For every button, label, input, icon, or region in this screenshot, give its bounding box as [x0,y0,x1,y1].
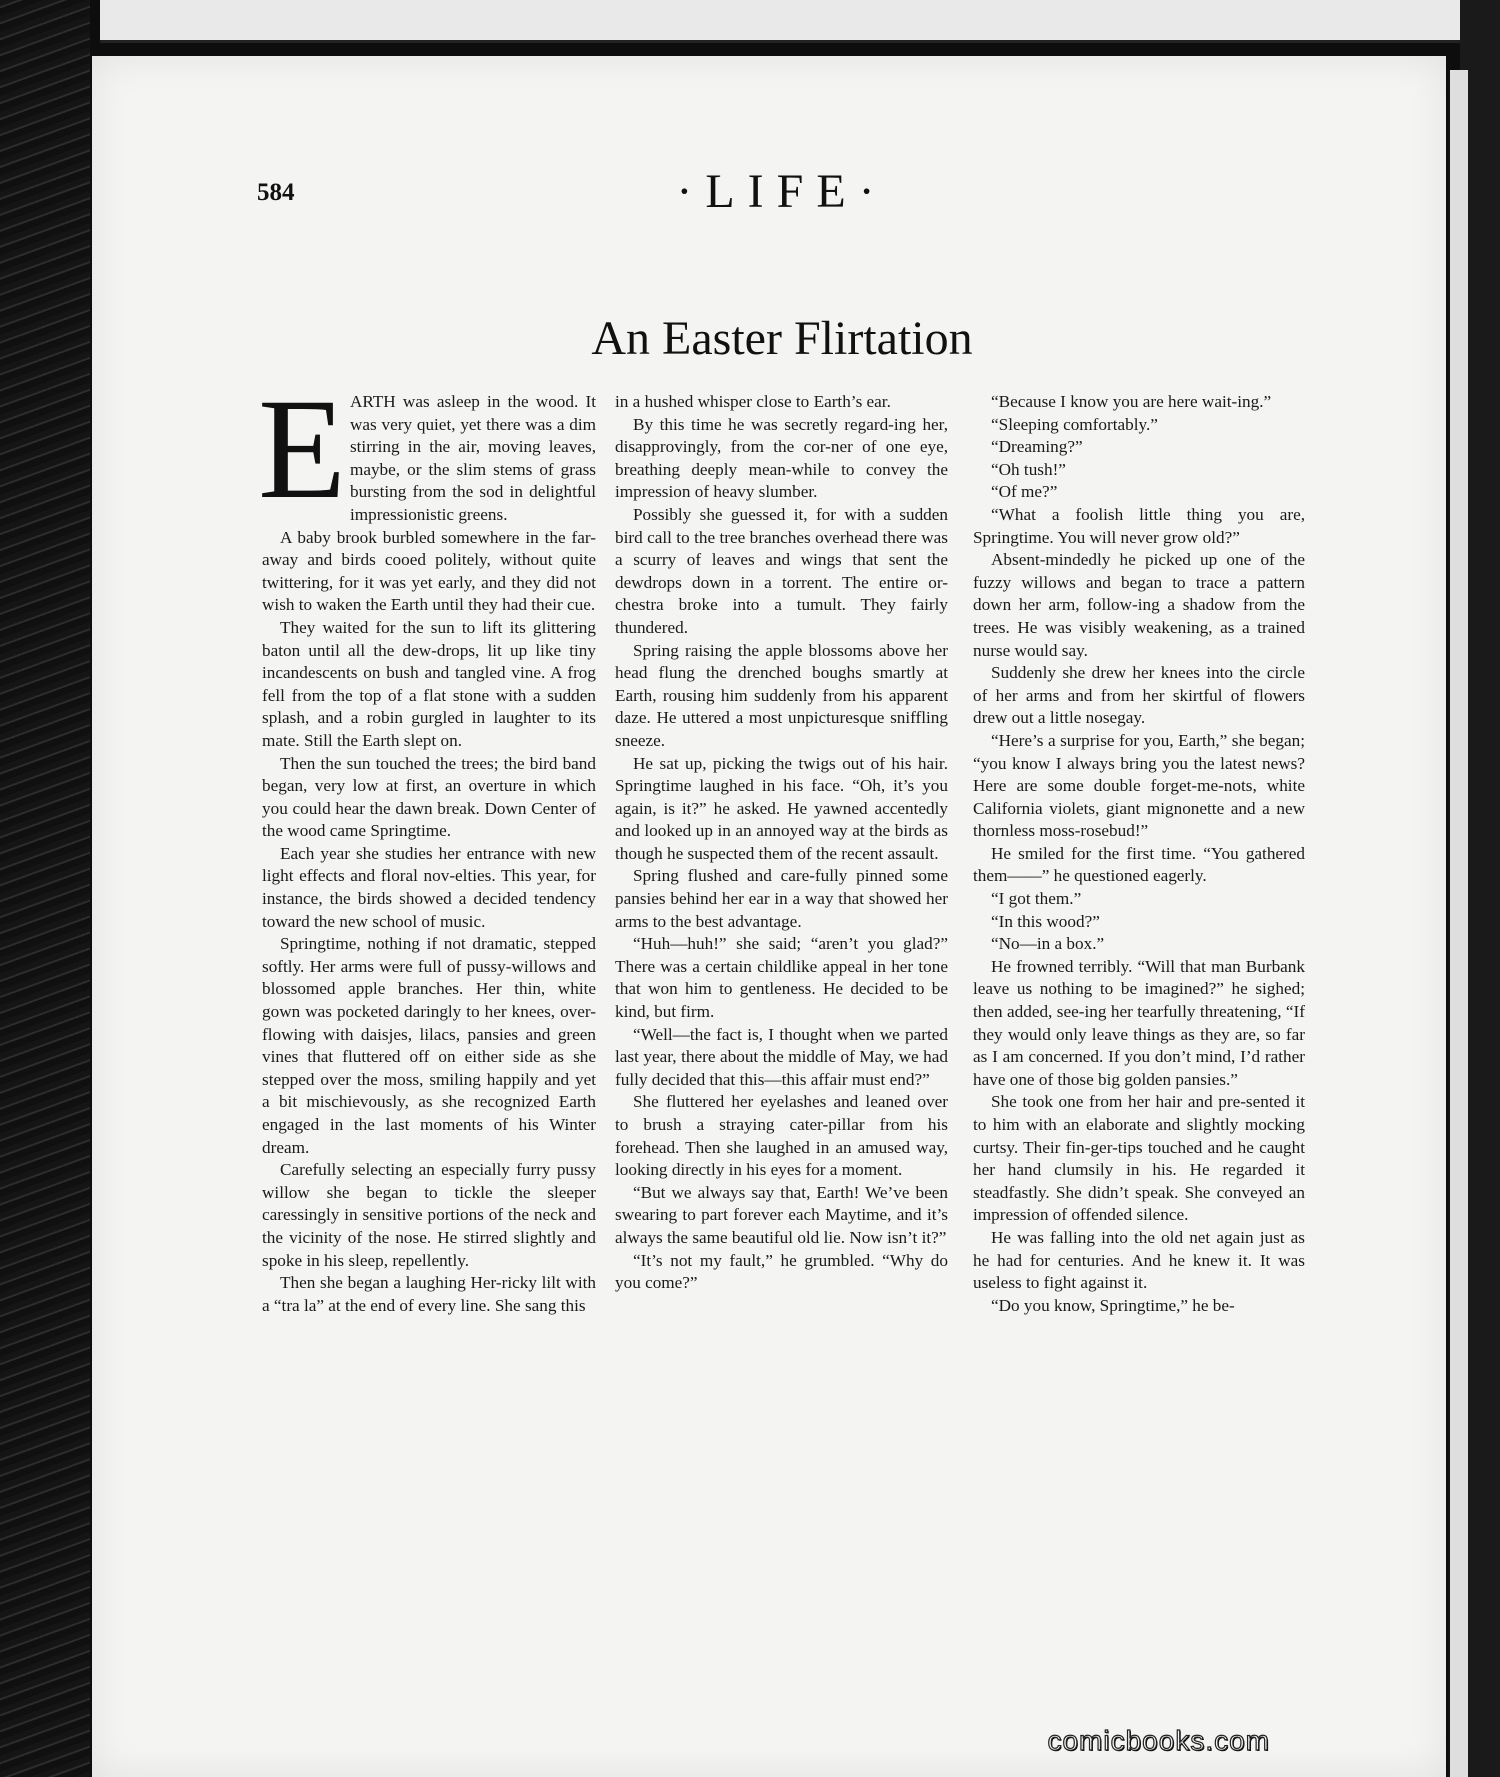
paragraph: “Do you know, Springtime,” he be- [991,1295,1235,1315]
paragraph: in a hushed whisper close to Earth’s ear. [615,392,891,411]
article-column-2 [615,391,948,1295]
paragraph: “Because I know you are here wait-ing.” [991,392,1272,411]
magazine-page [92,56,1446,1777]
paragraph: Possibly she guessed it, for with a sudden bird call to the tree branches overhead there was a scurry of leaves and wings that sent the dewdrops down in a torrent. The entire or-chestra broke into a tumult. They fairly thundered. [615,504,948,637]
paragraph: He sat up, picking the twigs out of his hair. Springtime laughed in his face. “Oh, it’s you again, is it?” he asked. He yawned accentedly and looked up in an annoyed way at the birds as though he suspected them of the recent assault. [615,753,948,863]
paragraph: Spring raising the apple blossoms above her head flung the drenched boughs smartly at Earth, rousing him suddenly from his apparent daze. He uttered a most unpicturesque sniffling sneeze. [615,640,948,750]
paragraph: ARTH was asleep in the wood. It was very quiet, yet there was a dim stirring in the air, moving leaves, maybe, or the slim stems of grass bursting from the sod in delightful impressionistic greens. [349,392,596,524]
page-number: 584 [257,179,295,206]
paragraph: By this time he was secretly regard-ing her, disapprovingly, from the cor-ner of one eye, breathing deeply mean-while to convey the impression of heavy slumber. [615,414,948,502]
paragraph: “Sleeping comfortably.” [991,414,1158,434]
article-title: An Easter Flirtation [591,312,973,365]
paragraph: Each year she studies her entrance with new light effects and floral nov-elties. This year, for instance, the birds showed a decided tendency toward the new school of music. [262,843,596,931]
paragraph: She fluttered her eyelashes and leaned over to brush a straying cater-pillar from his forehead. Then she laughed in an amused way, looking directly in his eyes for a moment. [615,1092,948,1180]
paragraph: He frowned terribly. “Will that man Burbank leave us nothing to be imagined?” he sighed; then added, see-ing her tearfully threatening, “If they would only leave things as they are, so far as I am concerned. If you don’t mind, I’d rather have one of those big golden pansies.” [973,956,1305,1089]
paragraph: Absent-mindedly he picked up one of the fuzzy willows and began to trace a pattern down her arm, follow-ing a shadow from the trees. He was visibly weakening, as a trained nurse would say. [973,550,1305,660]
paragraph: Then she began a laughing Her-ricky lilt with a “tra la” at the end of every line. She sang this [262,1273,596,1315]
paragraph: “Oh tush!” [991,459,1066,479]
article-column-3 [973,391,1305,1317]
watermark-text: comicbooks.com [1047,1725,1270,1756]
article-column-1 [258,370,596,1317]
paragraph: Springtime, nothing if not dramatic, stepped softly. Her arms were full of pussy-willows and blossomed apple branches. Her thin, white gown was pocketed daringly to her knees, over-flowing with daisjes, lilacs, pansies and green vines that fluttered off on either side as she stepped over the moss, smiling happily and yet a bit mischievously, as she recognized Earth engaged in the last moments of his Winter dream. [262,934,596,1157]
paragraph: “Huh—huh!” she said; “aren’t you glad?” There was a certain childlike appeal in her tone that won him to gentleness. He decided to be kind, but firm. [615,934,948,1022]
paragraph: “Of me?” [991,482,1058,502]
left-margin-noise [0,0,90,1777]
paragraph: Suddenly she drew her knees into the circle of her arms and from her skirtful of flowers drew out a little nosegay. [973,663,1305,728]
paragraph: “Well—the fact is, I thought when we parted last year, there about the middle of May, we had fully decided that this—this affair must end?” [615,1024,948,1089]
paragraph: A baby brook burbled somewhere in the far-away and birds cooed politely, without quite twittering, for it was yet early, and they did not wish to waken the Earth until they had their cue. [262,527,596,615]
paragraph: He was falling into the old net again just as he had for centuries. And he knew it. It was useless to fight against it. [973,1227,1305,1293]
paragraph: “It’s not my fault,” he grumbled. “Why do you come?” [615,1250,948,1293]
paragraph: They waited for the sun to lift its glittering baton until all the dew-drops, lit up like tiny incandescents on bush and tangled vine. A frog fell from the top of a flat stone with a sudden splash, and a robin gurgled in laughter to its mate. Still the Earth slept on. [262,617,596,750]
paragraph: He smiled for the first time. “You gathered them——” he questioned eagerly. [973,843,1305,886]
paragraph: Spring flushed and care-fully pinned some pansies behind her ear in a way that showed her arms to the best advantage. [615,866,948,931]
magazine-title: ·LIFE· [676,165,888,218]
paragraph: She took one from her hair and pre-sented it to him with an elaborate and slightly mocking curtsy. Their fin-ger-tips touched and he caught her hand clumsily in his. He regarded it steadfastly. She didn’t speak. She conveyed an impression of offended silence. [973,1092,1305,1225]
drop-cap: E [258,370,346,529]
next-page-edge [1448,70,1468,1777]
paragraph: “Dreaming?” [991,437,1083,457]
paragraph: “No—in a box.” [991,934,1105,954]
paragraph: “I got them.” [991,889,1082,909]
paragraph: “What a foolish little thing you are, Springtime. You will never grow old?” [973,504,1305,547]
paragraph: “In this wood?” [991,911,1100,931]
previous-page-edge [100,0,1460,43]
paragraph: “Here’s a surprise for you, Earth,” she began; “you know I always bring you the latest news? Here are some double forget-me-nots, white California violets, giant mignonette and a new thornless moss-rosebud!” [973,730,1305,841]
paragraph: “But we always say that, Earth! We’ve been swearing to part forever each Maytime, and it’s always the same beautiful old lie. Now isn’t it?” [615,1182,948,1247]
paragraph: Carefully selecting an especially furry pussy willow she began to tickle the sleeper caressingly in sensitive portions of the neck and the vicinity of the nose. He stirred slightly and spoke in his sleep, repellently. [262,1160,596,1270]
paragraph: Then the sun touched the trees; the bird band began, very low at first, an overture in which you could hear the dawn break. Down Center of the wood came Springtime. [262,753,596,841]
